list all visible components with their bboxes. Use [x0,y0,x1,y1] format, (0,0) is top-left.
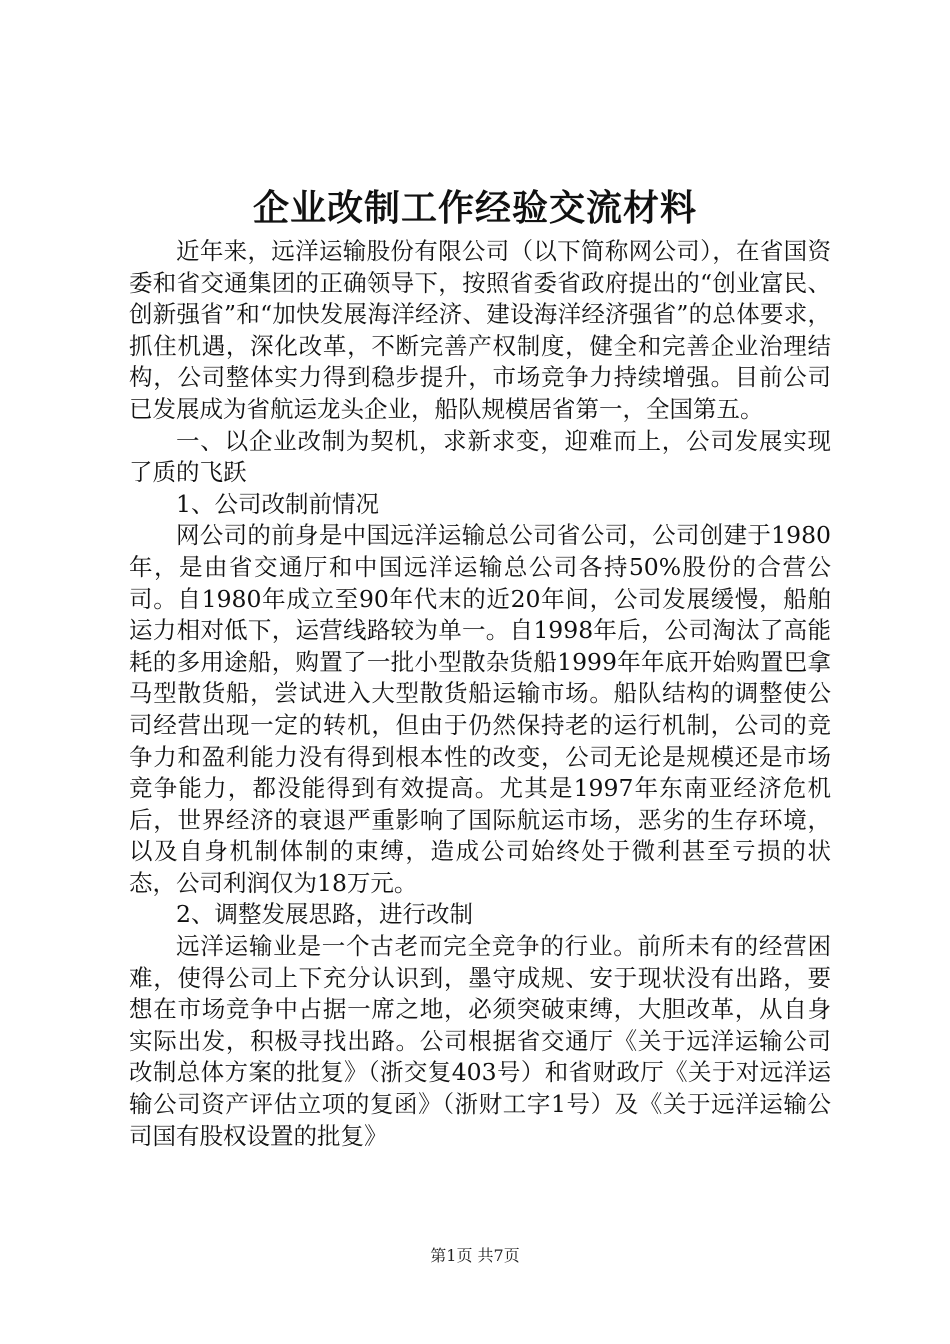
paragraph-history: 网公司的前身是中国远洋运输总公司省公司，公司创建于1980年，是由省交通厅和中国远洋运输总公司各持50%股份的合营公司。自1980年成立至90年代末的近20年间，公司发展缓慢，船舶运力相对低下，运营线路较为单一。自1998年后，公司淘汰了高能耗的多用途船，购置了一批小型散杂货船1999年年底开始购置巴拿马型散货船，尝试进入大型散货船运输市场。船队结构的调整使公司经营出现一定的转机，但由于仍然保持老的运行机制，公司的竞争力和盈利能力没有得到根本性的改变，公司无论是规模还是市场竞争能力，都没能得到有效提高。尤其是1997年东南亚经济危机后，世界经济的衰退严重影响了国际航运市场，恶劣的生存环境，以及自身机制体制的束缚，造成公司始终处于微利甚至亏损的状态，公司利润仅为18万元。 [129,521,831,897]
page-number: 第1页 共7页 [430,1246,520,1265]
subsection-heading-1: 1、公司改制前情况 [176,489,379,518]
document-title: 企业改制工作经验交流材料 [252,187,697,229]
paragraph-reform: 远洋运输业是一个古老而完全竞争的行业。前所未有的经营困难，使得公司上下充分认识到，墨守成规、安于现状没有出路，要想在市场竞争中占据一席之地，必须突破束缚，大胆改革，从自身实际出发，积极寻找出路。公司根据省交通厅《关于远洋运输公司改制总体方案的批复》（浙交复403号）和省财政厅《关于对远洋运输公司资产评估立项的复函》（浙财工字1号）及《关于远洋运输公司国有股权设置的批复》 [129,932,831,1150]
document-body [129,236,831,1152]
section-heading-1: 一、以企业改制为契机，求新求变，迎难而上，公司发展实现了质的飞跃 [129,426,831,487]
subsection-heading-2: 2、调整发展思路，进行改制 [176,900,473,929]
paragraph-intro: 近年来，远洋运输股份有限公司（以下简称网公司），在省国资委和省交通集团的正确领导下，按照省委省政府提出的“创业富民、创新强省”和“加快发展海洋经济、建设海洋经济强省”的总体要求，抓住机遇，深化改革，不断完善产权制度，健全和完善企业治理结构，公司整体实力得到稳步提升，市场竞争力持续增强。目前公司已发展成为省航运龙头企业，船队规模居省第一，全国第五。 [129,237,831,423]
